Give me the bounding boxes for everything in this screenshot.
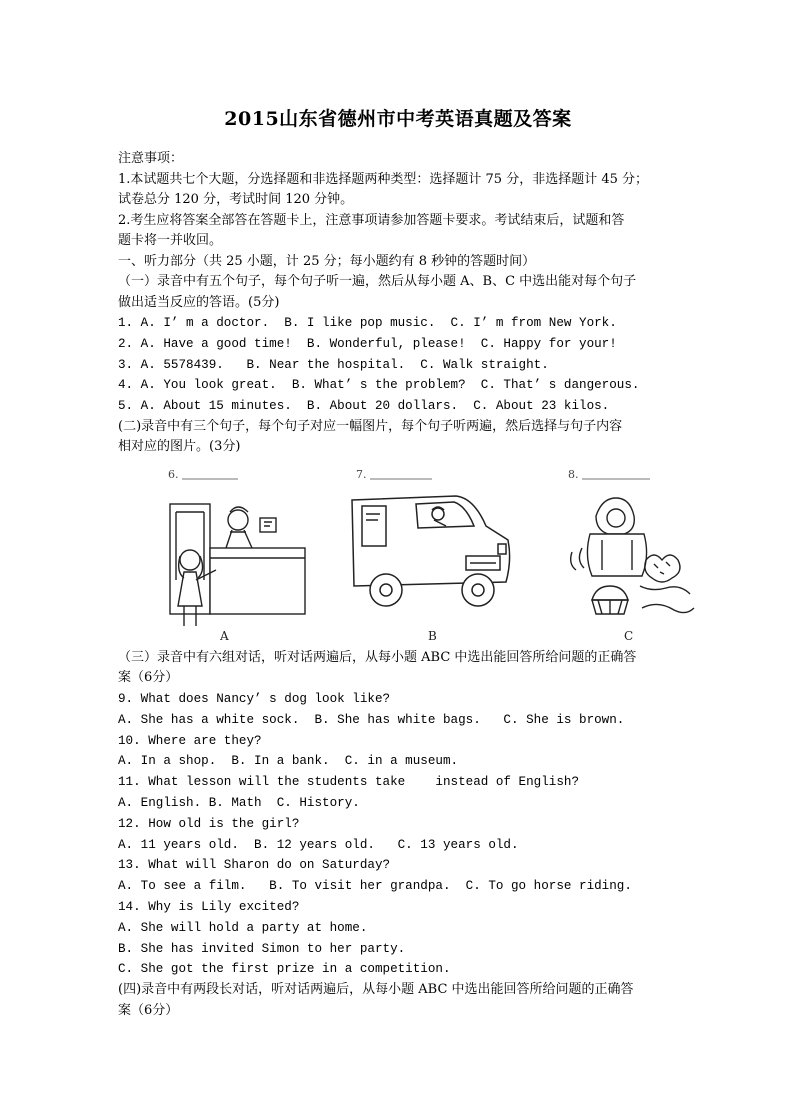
notice-item-2-line-2: 题卡将一并收回。 [118,233,223,248]
question-13: 13. What will Sharon do on Saturday? [118,858,391,873]
section-4-instruction-line-2: 案（6分） [118,1002,179,1018]
question-11-options: A. English. B. Math C. History. [118,795,360,810]
question-11: 11. What lesson will the students take instead of English? [118,775,580,790]
notice-item-1-line-1: 1.本试题共七个大题，分选择题和非选择题两种类型：选择题计 75 分，非选择题计 45 分； [118,171,649,187]
section-1-instruction-line-1: （一）录音中有五个句子，每个句子听一遍，然后从每小题 A、B、C 中选出能对每个句子 [118,274,637,289]
picture-b [346,460,516,642]
question-5: 5. A. About 15 minutes. B. About 20 dollars. C. About 23 kilos. [118,399,610,414]
question-12-options: A. 11 years old. B. 12 years old. C. 13 years old. [118,837,519,852]
question-13-options: A. To see a film. B. To visit her grandpa. C. To go horse riding. [118,879,632,894]
picture-a-number: 6. [168,467,179,481]
picture-b-letter: B [428,628,437,642]
question-3: 3. A. 5578439. B. Near the hospital. C. Walk straight. [118,357,549,372]
notice-heading: 注意事项： [118,151,184,166]
question-1: 1. A. I’ m a doctor. B. I like pop music. C. I’ m from New York. [118,316,617,330]
section-2-instruction-line-1: (二)录音中有三个句子，每个句子对应一幅图片，每个句子听两遍，然后选择与句子内容 [118,418,623,434]
question-14: 14. Why is Lily excited? [118,899,300,914]
girl-at-counter-icon [170,504,305,626]
section-3-instruction-line-2: 案（6分） [118,670,179,686]
question-9-options: A. She has a white sock. B. She has white bags. C. She is brown. [118,712,625,727]
picture-row [118,460,678,642]
section-3-instruction-line-1: （三）录音中有六组对话，听对话两遍后，从每小题 ABC 中选出能回答所给问题的正确答 [118,649,637,665]
question-14-option-c: C. She got the first prize in a competition. [118,962,451,977]
section-4-instruction-line-1: (四)录音中有两段长对话，听对话两遍后，从每小题 ABC 中选出能回答所给问题的正确答 [118,982,634,998]
question-4: 4. A. You look great. B. What’ s the problem? C. That’ s dangerous. [118,378,640,393]
delivery-van-icon [352,496,510,606]
notice-item-1-line-2: 试卷总分 120 分，考试时间 120 分钟。 [118,192,354,207]
picture-c [562,460,702,642]
section-2-instruction-line-2: 相对应的图片。(3分) [118,439,241,455]
question-10: 10. Where are they? [118,733,262,748]
girl-with-basket-icon [571,498,694,614]
question-10-options: A. In a shop. B. In a bank. C. in a museum. [118,754,459,769]
page-title: 2015山东省德州市中考英语真题及答案 [224,108,572,130]
section-1-instruction-line-2: 做出适当反应的答语。(5分) [118,294,280,310]
exam-page [118,104,678,1021]
picture-c-letter: C [624,628,634,642]
picture-a-letter: A [220,628,229,642]
picture-a [160,460,310,642]
question-9: 9. What does Nancy’ s dog look like? [118,691,391,706]
part-1-heading: 一、听力部分（共 25 小题，计 25 分；每小题约有 8 秒钟的答题时间） [118,253,536,269]
question-14-option-b: B. She has invited Simon to her party. [118,941,406,956]
question-14-option-a: A. She will hold a party at home. [118,920,368,935]
question-12: 12. How old is the girl? [118,816,300,831]
picture-c-number: 8. [568,467,579,481]
question-2: 2. A. Have a good time! B. Wonderful, please! C. Happy for your! [118,336,617,351]
picture-b-number: 7. [356,467,367,481]
notice-item-2-line-1: 2.考生应将答案全部答在答题卡上，注意事项请参加答题卡要求。考试结束后，试题和答 [118,212,625,228]
